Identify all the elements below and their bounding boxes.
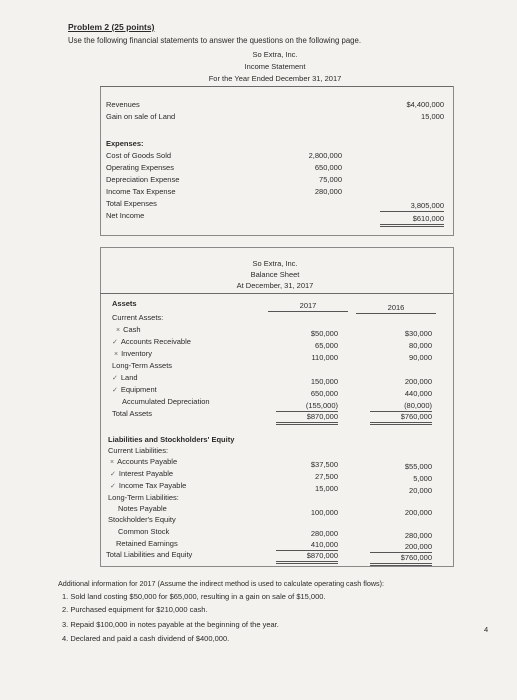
balance-sheet-date: At December, 31, 2017 [236, 281, 314, 290]
check-mark-icon: ✓ [112, 339, 118, 346]
bs-value-2017: 150,000 [310, 377, 338, 386]
revenues-value: $4,400,000 [406, 100, 444, 109]
expense-label: Depreciation Expense [106, 175, 180, 184]
col-2016-header: 2016 [356, 303, 436, 314]
additional-info-heading: Additional information for 2017 (Assume the indirect method is used to calculate operating cash flows): [58, 579, 385, 588]
col-2017-header: 2017 [268, 301, 348, 312]
bs-value-2017: $37,500 [310, 460, 338, 469]
cross-mark-icon: × [110, 459, 115, 466]
long-term-assets-label: Long-Term Assets [112, 361, 173, 370]
bs-value-2017: 410,000 [276, 540, 338, 551]
notes-payable-2016: 200,000 [404, 508, 432, 517]
cross-mark-icon: × [114, 351, 119, 358]
expense-label: Operating Expenses [106, 163, 174, 172]
bs-value-2016: $55,000 [404, 462, 432, 471]
total-expenses-label: Total Expenses [106, 199, 157, 208]
bs-value-2017: $50,000 [310, 329, 338, 338]
additional-info-item: 2. Purchased equipment for $210,000 cash. [62, 605, 208, 614]
income-statement-title: Income Statement [244, 62, 306, 71]
bs-value-2016: 440,000 [404, 389, 432, 398]
bs-row-label: ✓ Accounts Receivable [112, 337, 191, 346]
expenses-heading: Expenses: [106, 139, 144, 148]
page-number: 4 [484, 625, 489, 634]
net-income-value: $610,000 [380, 214, 444, 227]
expense-value: 650,000 [314, 163, 342, 172]
bs-value-2016: 200,000 [370, 542, 432, 553]
total-le-2016: $760,000 [370, 553, 432, 566]
notes-payable-label: Notes Payable [118, 504, 167, 513]
liabilities-heading: Liabilities and Stockholders' Equity [108, 435, 235, 444]
bs-row-label: ✓ Land [112, 373, 138, 382]
expense-label: Income Tax Expense [106, 187, 176, 196]
problem-intro: Use the following financial statements to answer the questions on the following page. [68, 36, 361, 45]
balance-sheet-rule [100, 293, 453, 294]
bs-row-label: ✓ Income Tax Payable [110, 481, 187, 490]
bs-value-2017: 280,000 [310, 529, 338, 538]
check-mark-icon: ✓ [112, 375, 118, 382]
expense-label: Cost of Goods Sold [106, 151, 172, 160]
bs-row-label: × Inventory [114, 349, 152, 358]
long-term-liabilities-label: Long-Term Liabilities: [108, 493, 179, 502]
gain-value: 15,000 [421, 112, 444, 121]
bs-value-2016: 280,000 [404, 531, 432, 540]
total-assets-2017: $870,000 [276, 412, 338, 425]
total-assets-2016: $760,000 [370, 412, 432, 425]
bs-row-label: Accumulated Depreciation [122, 397, 210, 406]
bs-value-2016: 80,000 [409, 341, 432, 350]
expense-value: 280,000 [314, 187, 342, 196]
bs-row-label: Retained Earnings [116, 539, 178, 548]
additional-info-item: 1. Sold land costing $50,000 for $65,000, resulting in a gain on sale of $15,000. [62, 592, 326, 601]
bs-value-2016: 90,000 [409, 353, 432, 362]
additional-info-item: 3. Repaid $100,000 in notes payable at the beginning of the year. [62, 620, 279, 629]
income-statement-rule [100, 86, 453, 87]
notes-payable-2017: 100,000 [310, 508, 338, 517]
gain-label: Gain on sale of Land [106, 112, 176, 121]
bs-value-2016: 5,000 [413, 474, 432, 483]
bs-row-label: Common Stock [118, 527, 170, 536]
bs-value-2017: 650,000 [310, 389, 338, 398]
additional-info-item: 4. Declared and paid a cash dividend of $400,000. [62, 634, 230, 643]
balance-sheet-title: Balance Sheet [250, 270, 300, 279]
check-mark-icon: ✓ [112, 387, 118, 394]
income-statement-period: For the Year Ended December 31, 2017 [208, 74, 342, 83]
total-assets-label: Total Assets [112, 409, 153, 418]
bs-row-label: × Cash [116, 325, 141, 334]
bs-value-2017: 110,000 [311, 353, 338, 362]
bs-row-label: × Accounts Payable [110, 457, 178, 466]
bs-value-2017: (155,000) [276, 401, 338, 412]
equity-label: Stockholder's Equity [108, 515, 176, 524]
check-mark-icon: ✓ [110, 483, 116, 490]
expense-value: 75,000 [319, 175, 342, 184]
income-statement-company: So Extra, Inc. [252, 50, 298, 59]
bs-value-2017: 27,500 [315, 472, 338, 481]
balance-sheet-company: So Extra, Inc. [252, 259, 298, 268]
bs-value-2016: $30,000 [404, 329, 432, 338]
bs-row-label: ✓ Interest Payable [110, 469, 174, 478]
revenues-label: Revenues [106, 100, 140, 109]
expense-value: 2,800,000 [308, 151, 342, 160]
problem-title: Problem 2 (25 points) [68, 22, 155, 32]
current-assets-label: Current Assets: [112, 313, 164, 322]
check-mark-icon: ✓ [110, 471, 116, 478]
assets-heading: Assets [112, 299, 137, 308]
bs-value-2016: (80,000) [370, 401, 432, 412]
total-le-label: Total Liabilities and Equity [106, 550, 193, 559]
bs-value-2017: 65,000 [315, 341, 338, 350]
check-mark-icon: × [116, 327, 121, 334]
net-income-label: Net Income [106, 211, 145, 220]
current-liabilities-label: Current Liabilities: [108, 446, 169, 455]
total-expenses-value: 3,805,000 [380, 201, 444, 212]
total-le-2017: $870,000 [276, 551, 338, 564]
bs-value-2016: 200,000 [404, 377, 432, 386]
bs-row-label: ✓ Equipment [112, 385, 157, 394]
bs-value-2017: 15,000 [315, 484, 338, 493]
bs-value-2016: 20,000 [409, 486, 432, 495]
